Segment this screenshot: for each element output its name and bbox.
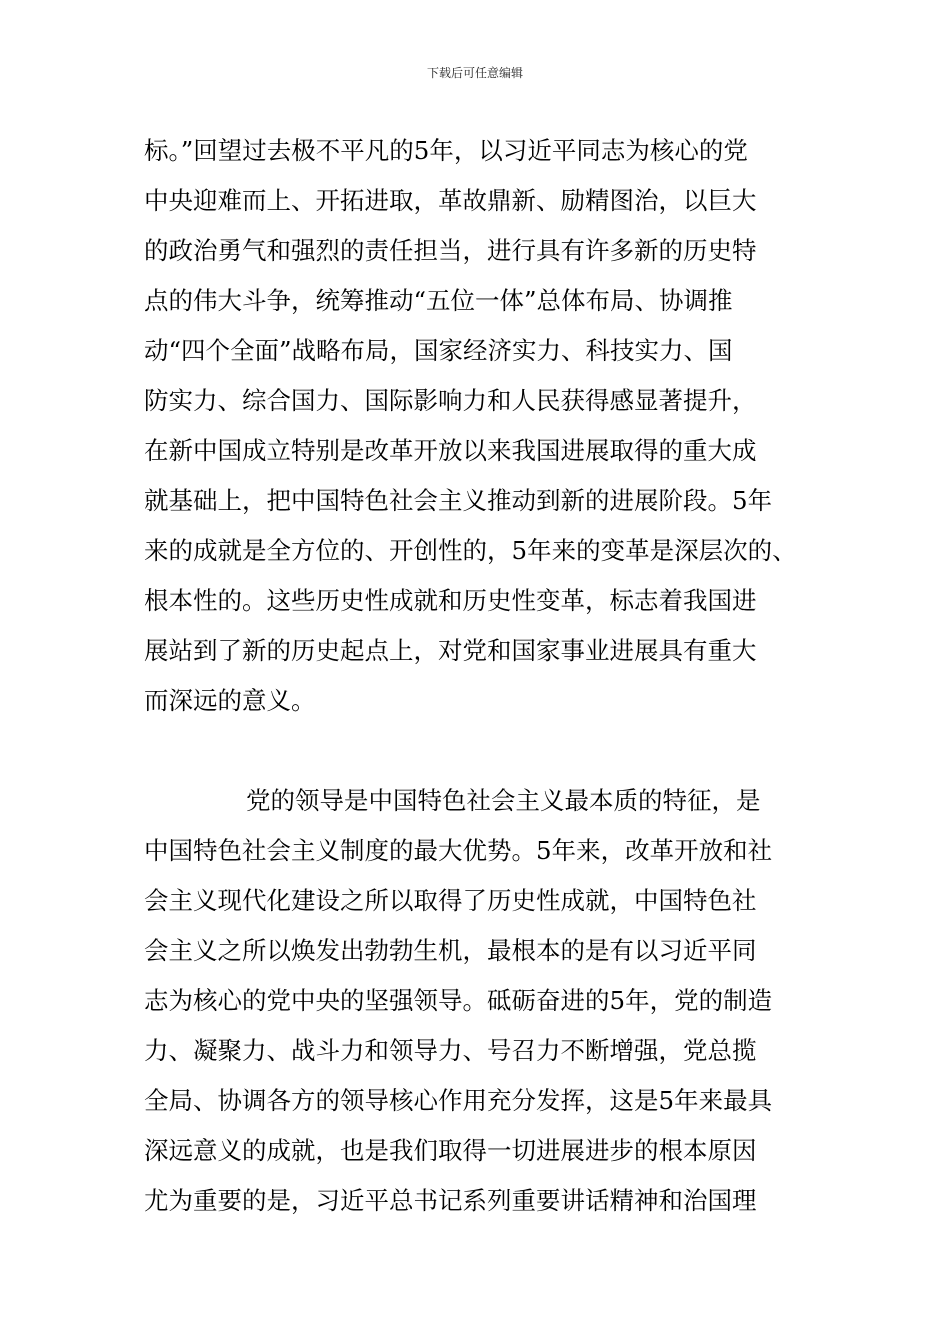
paragraph-line: 标。”回望过去极不平凡的5年，以习近平同志为核心的党 <box>144 136 748 165</box>
paragraph-line: 尤为重要的是，习近平总书记系列重要讲话精神和治国理 <box>144 1186 757 1215</box>
paragraph-line: 中央迎难而上、开拓进取，革故鼎新、励精图治，以巨大 <box>144 186 757 215</box>
paragraph-line: 深远意义的成就，也是我们取得一切进展进步的根本原因 <box>144 1136 757 1165</box>
paragraph-line: 动“四个全面”战略布局，国家经济实力、科技实力、国 <box>144 336 733 365</box>
paragraph-line: 的政治勇气和强烈的责任担当，进行具有许多新的历史特 <box>144 236 757 265</box>
paragraph-line-indented: 党的领导是中国特色社会主义最本质的特征，是 <box>246 786 761 815</box>
paragraph-line: 力、凝聚力、战斗力和领导力、号召力不断增强，党总揽 <box>144 1036 757 1065</box>
paragraph-line: 来的成就是全方位的、开创性的，5年来的变革是深层次的、 <box>144 536 797 565</box>
paragraph-line: 全局、协调各方的领导核心作用充分发挥，这是5年来最具 <box>144 1086 773 1115</box>
paragraph-line: 在新中国成立特别是改革开放以来我国进展取得的重大成 <box>144 436 757 465</box>
paragraph-line: 就基础上，把中国特色社会主义推动到新的进展阶段。5年 <box>144 486 773 515</box>
paragraph-line: 根本性的。这些历史性成就和历史性变革，标志着我国进 <box>144 586 757 615</box>
paragraph-line: 而深远的意义。 <box>144 686 316 715</box>
paragraph-line: 志为核心的党中央的坚强领导。砥砺奋进的5年，党的制造 <box>144 986 773 1015</box>
paragraph-line: 点的伟大斗争，统筹推动“五位一体”总体布局、协调推 <box>144 286 733 315</box>
paragraph-line: 会主义之所以焕发出勃勃生机，最根本的是有以习近平同 <box>144 936 757 965</box>
paragraph-line: 中国特色社会主义制度的最大优势。5年来，改革开放和社 <box>144 836 773 865</box>
paragraph-line: 展站到了新的历史起点上，对党和国家事业进展具有重大 <box>144 636 757 665</box>
paragraph-line: 防实力、综合国力、国际影响力和人民获得感显著提升， <box>144 386 757 415</box>
paragraph-line: 会主义现代化建设之所以取得了历史性成就，中国特色社 <box>144 886 757 915</box>
header-note: 下载后可任意编辑 <box>426 66 523 80</box>
